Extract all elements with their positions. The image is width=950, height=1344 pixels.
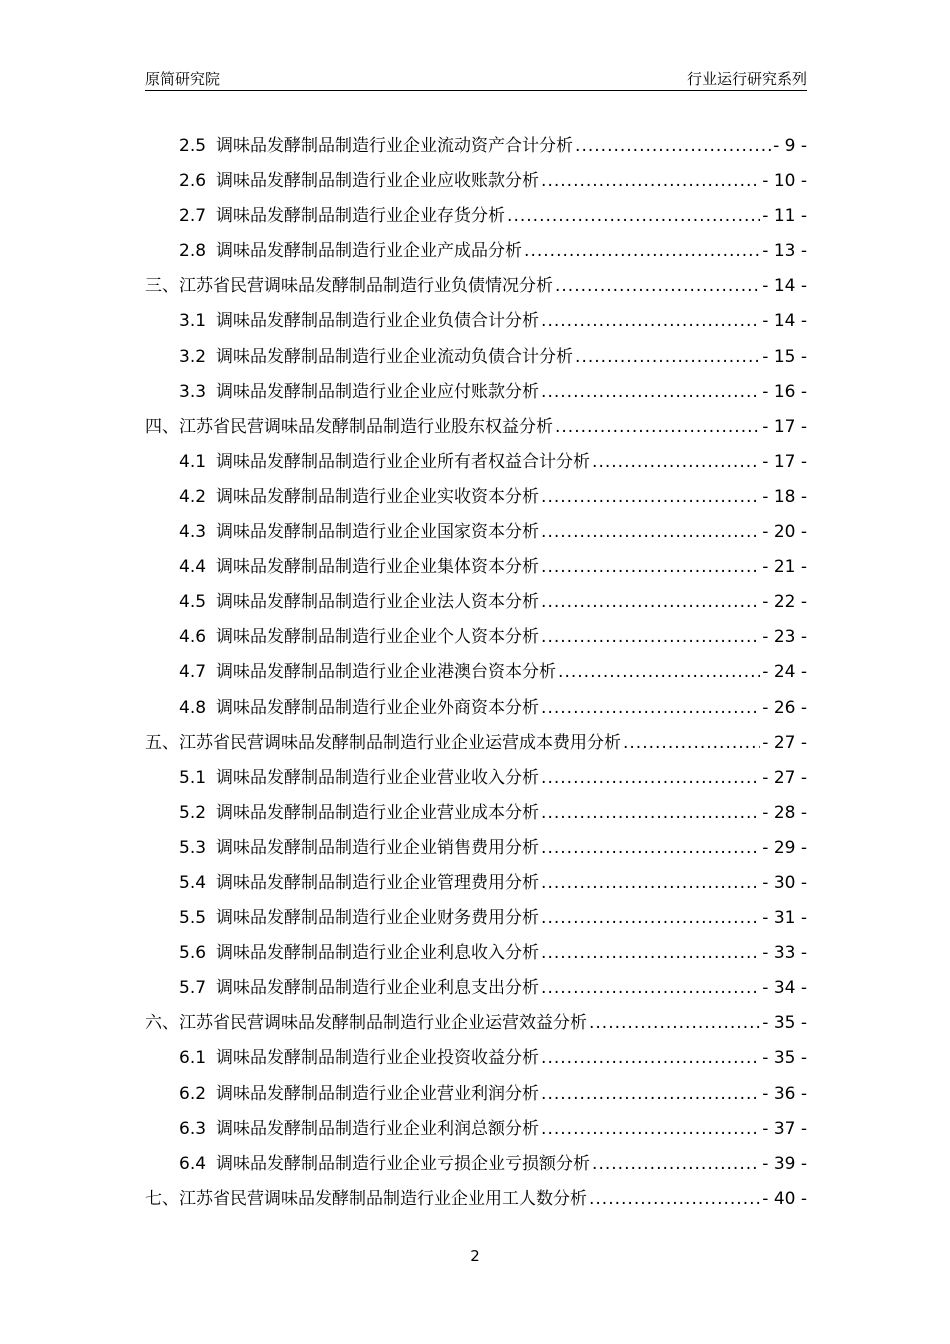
toc-entry-title: 七、江苏省民营调味品发酵制品制造行业企业用工人数分析	[145, 1188, 587, 1209]
toc-entry-page: - 14 -	[762, 311, 807, 332]
toc-entry-title: 调味品发酵制品制造行业企业个人资本分析	[216, 627, 540, 648]
toc-entry-page: - 21 -	[762, 557, 807, 578]
toc-entry-title: 调味品发酵制品制造行业企业营业利润分析	[216, 1083, 540, 1104]
toc-entry-page: - 34 -	[762, 978, 807, 999]
toc-entry[interactable]	[145, 936, 807, 971]
toc-entry-title: 调味品发酵制品制造行业企业销售费用分析	[216, 837, 540, 858]
toc-entry[interactable]	[145, 234, 807, 269]
toc-leader-dots	[541, 585, 760, 620]
toc-leader-dots	[541, 1112, 760, 1147]
toc-entry-page: - 27 -	[762, 732, 807, 753]
toc-entry-title: 调味品发酵制品制造行业企业集体资本分析	[216, 557, 540, 578]
toc-entry[interactable]	[145, 1006, 807, 1041]
toc-entry-number: 5.1	[179, 767, 207, 788]
toc-entry[interactable]	[145, 1077, 807, 1112]
toc-entry-title: 调味品发酵制品制造行业企业流动资产合计分析	[216, 136, 574, 156]
toc-entry-page: - 31 -	[762, 908, 807, 929]
toc-entry-title: 六、江苏省民营调味品发酵制品制造行业企业运营效益分析	[145, 1013, 587, 1034]
toc-entry-page: - 23 -	[762, 627, 807, 648]
toc-entry-title: 调味品发酵制品制造行业企业投资收益分析	[216, 1048, 540, 1069]
toc-entry-page: - 30 -	[762, 872, 807, 893]
toc-entry-page: - 17 -	[762, 451, 807, 472]
toc-entry-page: - 17 -	[762, 416, 807, 437]
toc-entry-page: - 27 -	[762, 767, 807, 788]
toc-entry[interactable]	[145, 340, 807, 375]
toc-entry[interactable]	[145, 866, 807, 901]
toc-entry[interactable]	[145, 550, 807, 585]
toc-leader-dots	[541, 831, 760, 866]
toc-leader-dots	[575, 340, 760, 375]
toc-entry-number: 5.7	[179, 978, 207, 999]
toc-entry-number: 4.5	[179, 592, 207, 613]
toc-leader-dots	[541, 550, 760, 585]
toc-entry-number: 5.6	[179, 943, 207, 964]
toc-entry-page: - 22 -	[762, 592, 807, 613]
toc-entry-page: - 13 -	[762, 241, 807, 262]
toc-entry-title: 调味品发酵制品制造行业企业财务费用分析	[216, 908, 540, 929]
toc-entry-number: 3.3	[179, 381, 207, 402]
toc-leader-dots	[558, 655, 760, 690]
toc-leader-dots	[541, 936, 760, 971]
toc-entry-number: 4.4	[179, 557, 207, 578]
toc-entry[interactable]	[145, 655, 807, 690]
toc-entry-number: 6.2	[179, 1083, 207, 1104]
toc-entry-page: - 20 -	[762, 522, 807, 543]
toc-leader-dots	[555, 410, 760, 445]
toc-leader-dots	[541, 304, 760, 339]
toc-entry-title: 调味品发酵制品制造行业企业营业成本分析	[216, 802, 540, 823]
toc-leader-dots	[541, 761, 760, 796]
toc-entry[interactable]	[145, 901, 807, 936]
toc-entry-title: 调味品发酵制品制造行业企业存货分析	[216, 206, 506, 227]
toc-entry[interactable]	[145, 1041, 807, 1076]
toc-entry[interactable]	[145, 129, 807, 164]
toc-entry-title: 调味品发酵制品制造行业企业管理费用分析	[216, 872, 540, 893]
toc-leader-dots	[541, 1077, 760, 1112]
toc-entry-title: 调味品发酵制品制造行业企业负债合计分析	[216, 311, 540, 332]
toc-entry-title: 调味品发酵制品制造行业企业利润总额分析	[216, 1118, 540, 1139]
toc-leader-dots	[524, 234, 760, 269]
page-number: 2	[470, 1247, 480, 1265]
toc-leader-dots	[541, 480, 760, 515]
toc-entry[interactable]	[145, 796, 807, 831]
toc-entry-number: 3.2	[179, 346, 207, 367]
toc-entry[interactable]	[145, 585, 807, 620]
toc-entry-page: - 33 -	[762, 943, 807, 964]
toc-entry[interactable]	[145, 691, 807, 726]
toc-entry-number: 4.1	[179, 451, 207, 472]
toc-leader-dots	[541, 164, 760, 199]
toc-entry-page: - 39 -	[762, 1153, 807, 1174]
toc-entry-page: - 15 -	[762, 346, 807, 367]
toc-entry[interactable]	[145, 269, 807, 304]
toc-leader-dots	[507, 199, 760, 234]
toc-entry-number: 6.3	[179, 1118, 207, 1139]
header-series-name: 行业运行研究系列	[686, 70, 807, 88]
toc-entry-title: 调味品发酵制品制造行业企业国家资本分析	[216, 522, 540, 543]
toc-entry-page: - 35 -	[762, 1013, 807, 1034]
toc-leader-dots	[541, 866, 760, 901]
toc-leader-dots	[592, 445, 760, 480]
toc-leader-dots	[541, 971, 760, 1006]
table-of-contents	[145, 129, 807, 1217]
toc-entry-title: 调味品发酵制品制造行业企业外商资本分析	[216, 697, 540, 718]
toc-entry-title: 五、江苏省民营调味品发酵制品制造行业企业运营成本费用分析	[145, 732, 621, 753]
toc-entry[interactable]	[145, 445, 807, 480]
toc-entry[interactable]	[145, 1182, 807, 1217]
toc-entry-title: 调味品发酵制品制造行业企业港澳台资本分析	[216, 662, 557, 683]
toc-leader-dots	[541, 691, 760, 726]
toc-entry-page: - 29 -	[762, 837, 807, 858]
toc-entry-title: 调味品发酵制品制造行业企业利息收入分析	[216, 943, 540, 964]
toc-leader-dots	[541, 375, 760, 410]
toc-entry[interactable]	[145, 726, 807, 761]
page-header	[145, 64, 807, 91]
toc-entry-title: 三、江苏省民营调味品发酵制品制造行业负债情况分析	[145, 276, 553, 297]
toc-entry[interactable]	[145, 971, 807, 1006]
toc-entry-number: 2.6	[179, 171, 207, 192]
toc-leader-dots	[575, 129, 771, 164]
toc-entry-number: 5.2	[179, 802, 207, 823]
toc-entry-number: 4.3	[179, 522, 207, 543]
toc-entry-title: 调味品发酵制品制造行业企业应付账款分析	[216, 381, 540, 402]
toc-entry-title: 调味品发酵制品制造行业企业产成品分析	[216, 241, 523, 262]
toc-leader-dots	[555, 269, 760, 304]
toc-entry-page: - 18 -	[762, 486, 807, 507]
toc-entry-number: 2.7	[179, 206, 207, 227]
toc-entry-number: 6.1	[179, 1048, 207, 1069]
header-org-name: 原简研究院	[145, 70, 221, 88]
toc-entry-number: 2.5	[179, 136, 207, 156]
toc-entry-title: 调味品发酵制品制造行业企业实收资本分析	[216, 486, 540, 507]
toc-leader-dots	[541, 515, 760, 550]
toc-entry-page: - 10 -	[762, 171, 807, 192]
toc-entry-title: 调味品发酵制品制造行业企业应收账款分析	[216, 171, 540, 192]
toc-leader-dots	[541, 1041, 760, 1076]
toc-entry[interactable]	[145, 199, 807, 234]
toc-entry-title: 调味品发酵制品制造行业企业亏损企业亏损额分析	[216, 1153, 591, 1174]
toc-entry-number: 4.7	[179, 662, 207, 683]
toc-leader-dots	[592, 1147, 760, 1182]
toc-entry-number: 6.4	[179, 1153, 207, 1174]
toc-leader-dots	[589, 1006, 760, 1041]
toc-entry-number: 4.8	[179, 697, 207, 718]
toc-entry[interactable]	[145, 620, 807, 655]
toc-entry-title: 调味品发酵制品制造行业企业营业收入分析	[216, 767, 540, 788]
toc-entry[interactable]	[145, 1147, 807, 1182]
toc-leader-dots	[541, 796, 760, 831]
toc-entry-page: - 26 -	[762, 697, 807, 718]
toc-entry[interactable]	[145, 480, 807, 515]
toc-entry-number: 5.5	[179, 908, 207, 929]
toc-entry[interactable]	[145, 1112, 807, 1147]
toc-entry[interactable]	[145, 761, 807, 796]
toc-entry-page: - 35 -	[762, 1048, 807, 1069]
toc-entry-number: 5.3	[179, 837, 207, 858]
toc-entry[interactable]	[145, 410, 807, 445]
toc-leader-dots	[589, 1182, 760, 1217]
toc-entry-title: 调味品发酵制品制造行业企业利息支出分析	[216, 978, 540, 999]
toc-entry-page: - 24 -	[762, 662, 807, 683]
toc-entry[interactable]	[145, 515, 807, 550]
toc-entry-number: 3.1	[179, 311, 207, 332]
toc-entry-title: 四、江苏省民营调味品发酵制品制造行业股东权益分析	[145, 416, 553, 437]
toc-entry-number: 4.6	[179, 627, 207, 648]
toc-entry-page: - 9 -	[773, 136, 807, 156]
toc-entry[interactable]	[145, 831, 807, 866]
toc-entry[interactable]	[145, 164, 807, 199]
toc-entry-page: - 28 -	[762, 802, 807, 823]
toc-leader-dots	[541, 901, 760, 936]
toc-entry-page: - 14 -	[762, 276, 807, 297]
toc-leader-dots	[623, 726, 760, 761]
toc-entry-title: 调味品发酵制品制造行业企业法人资本分析	[216, 592, 540, 613]
toc-entry-page: - 16 -	[762, 381, 807, 402]
toc-entry[interactable]	[145, 304, 807, 339]
toc-entry-page: - 11 -	[762, 206, 807, 227]
toc-entry-number: 4.2	[179, 486, 207, 507]
toc-entry-page: - 37 -	[762, 1118, 807, 1139]
toc-entry-page: - 40 -	[762, 1188, 807, 1209]
toc-entry[interactable]	[145, 375, 807, 410]
toc-entry-title: 调味品发酵制品制造行业企业流动负债合计分析	[216, 346, 574, 367]
toc-entry-number: 2.8	[179, 241, 207, 262]
toc-leader-dots	[541, 620, 760, 655]
toc-entry-page: - 36 -	[762, 1083, 807, 1104]
toc-entry-number: 5.4	[179, 872, 207, 893]
toc-entry-title: 调味品发酵制品制造行业企业所有者权益合计分析	[216, 451, 591, 472]
